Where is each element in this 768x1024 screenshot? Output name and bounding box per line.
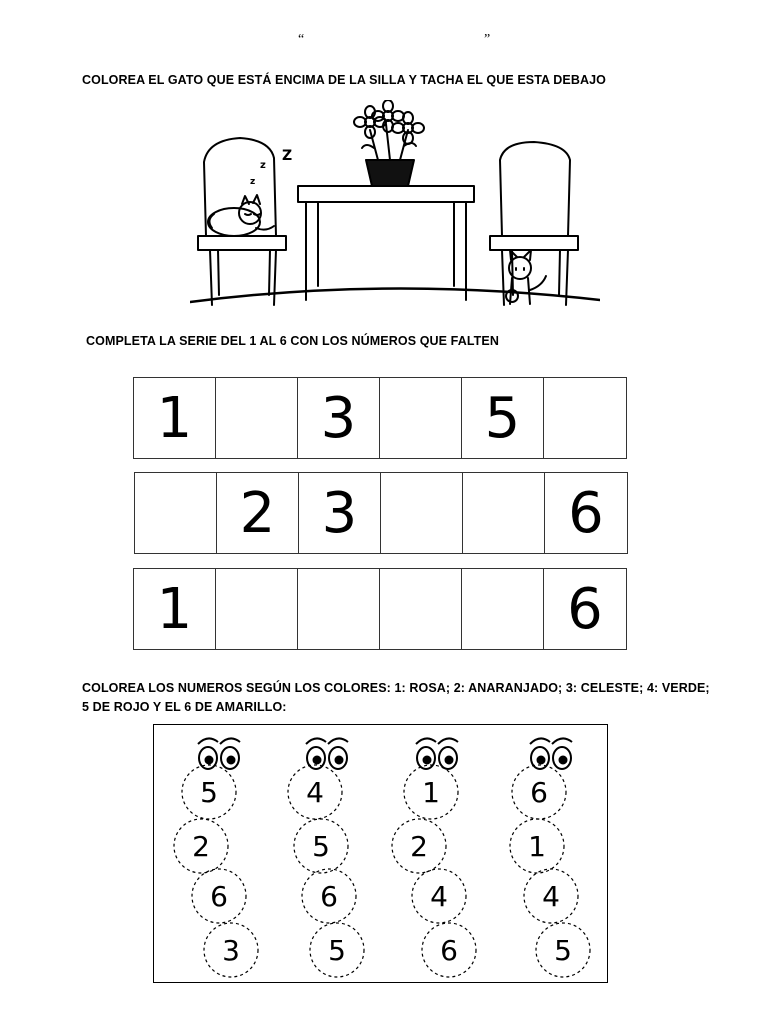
- series-cell: 6: [568, 480, 604, 546]
- closing-quote: ”: [484, 32, 491, 47]
- series-row-3: [133, 568, 627, 650]
- caterpillar: [510, 738, 590, 977]
- caterpillar-number: 5: [312, 830, 330, 863]
- title-quotes: [0, 32, 768, 52]
- series-cell-blank: [462, 569, 544, 649]
- series-cell: 6: [567, 576, 603, 642]
- series-cell-blank: [216, 569, 298, 649]
- series-cell: 3: [299, 473, 381, 553]
- caterpillar-number: 4: [430, 880, 448, 913]
- caterpillar-number: 6: [210, 880, 228, 913]
- series-cell: 3: [298, 378, 380, 458]
- zzz-small: z: [250, 177, 256, 187]
- series-row-1: [133, 377, 627, 459]
- caterpillar-number: 2: [410, 830, 428, 863]
- caterpillar-number: 6: [320, 880, 338, 913]
- series-cell-blank: [544, 378, 626, 458]
- caterpillar-number: 5: [554, 934, 572, 967]
- series-cell: 1: [134, 569, 216, 649]
- series-cell-blank: [380, 569, 462, 649]
- caterpillar-number: 4: [542, 880, 560, 913]
- flower-pot: [354, 100, 424, 186]
- caterpillar: [174, 738, 258, 977]
- instruction-colors-line-1: COLOREA LOS NUMEROS SEGÚN LOS COLORES: 1: ROSA; 2: ANARANJADO; 3: CELESTE; 4: VERDE;: [82, 681, 710, 695]
- instruction-series: COMPLETA LA SERIE DEL 1 AL 6 CON LOS NÚMEROS QUE FALTEN: [86, 334, 499, 348]
- caterpillar-number: 2: [192, 830, 210, 863]
- instruction-colors-line-2: 5 DE ROJO Y EL 6 DE AMARILLO:: [82, 700, 287, 714]
- series-row-2: [134, 472, 628, 554]
- caterpillar-eyes: [530, 738, 572, 769]
- caterpillar-eyes: [416, 738, 458, 769]
- caterpillar: [392, 738, 476, 977]
- series-cell: 2: [217, 473, 299, 553]
- sleeping-cat: [208, 195, 274, 236]
- series-cell-blank: [135, 473, 217, 553]
- series-cell-blank: [216, 378, 298, 458]
- series-cell: 5: [462, 378, 544, 458]
- sleep-zzz: [250, 148, 292, 187]
- flower: [392, 112, 424, 144]
- series-cell-blank: [380, 378, 462, 458]
- zzz-medium: z: [260, 160, 266, 171]
- caterpillar-eyes: [306, 738, 348, 769]
- opening-quote: “: [298, 32, 305, 47]
- caterpillar: [288, 738, 364, 977]
- series-cell-blank: [298, 569, 380, 649]
- instruction-cats: COLOREA EL GATO QUE ESTÁ ENCIMA DE LA SILLA Y TACHA EL QUE ESTA DEBAJO: [82, 73, 606, 87]
- caterpillar-number: 1: [422, 776, 440, 809]
- zzz-large: Z: [282, 148, 293, 164]
- caterpillar-number: 5: [328, 934, 346, 967]
- floor-line: [190, 288, 600, 302]
- caterpillar-number: 5: [200, 776, 218, 809]
- instruction-colors: [82, 679, 732, 717]
- series-cell-blank: [463, 473, 545, 553]
- caterpillars-illustration: [153, 724, 609, 984]
- caterpillar-number: 6: [530, 776, 548, 809]
- caterpillar-eyes: [198, 738, 240, 769]
- caterpillar-number: 6: [440, 934, 458, 967]
- cats-chairs-illustration: [190, 100, 600, 312]
- caterpillar-number: 1: [528, 830, 546, 863]
- caterpillar-number: 4: [306, 776, 324, 809]
- right-chair: [490, 142, 578, 305]
- series-cell: 1: [134, 378, 216, 458]
- table: [298, 186, 474, 300]
- series-cell-blank: [381, 473, 463, 553]
- caterpillar-number: 3: [222, 934, 240, 967]
